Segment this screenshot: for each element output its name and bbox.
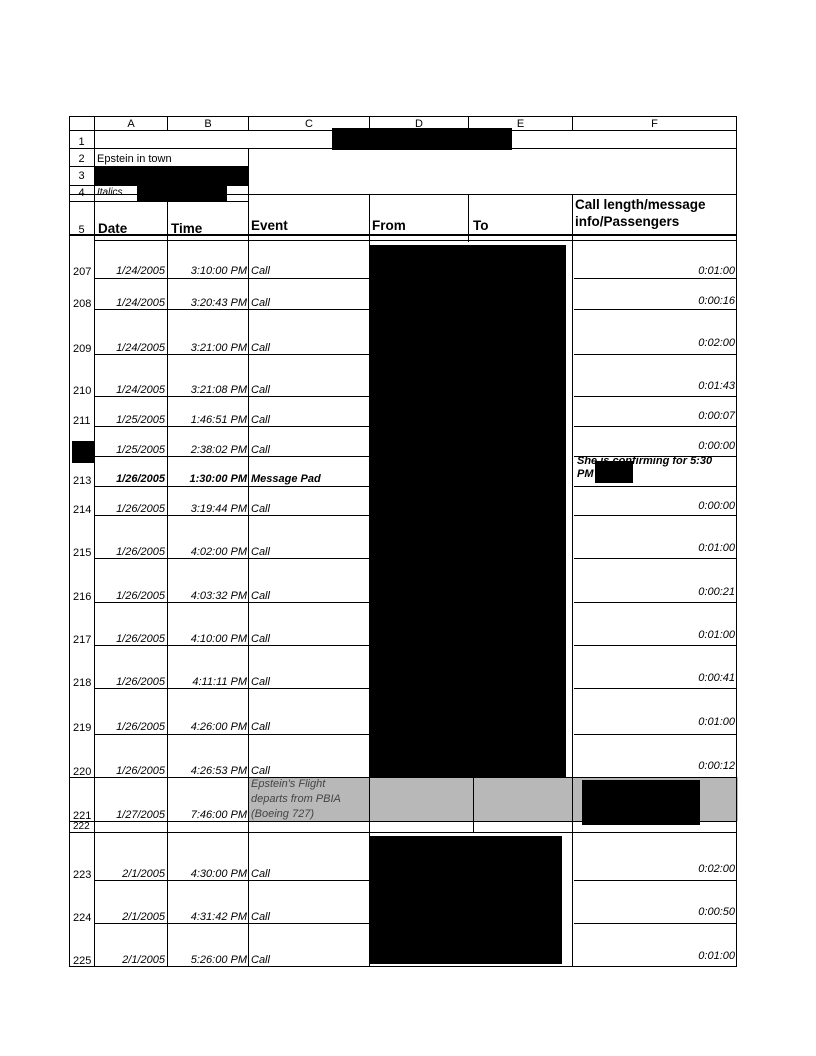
cell-info-line2[interactable]: PM xyxy=(577,468,594,480)
cell-event[interactable]: Call xyxy=(251,868,270,880)
cell-time[interactable]: 4:11:11 PM xyxy=(192,676,247,688)
cell-info[interactable]: 0:00:00 xyxy=(698,500,735,512)
header-date: Date xyxy=(98,221,128,236)
header-info-line1: Call length/message xyxy=(575,197,706,212)
row-number[interactable]: 211 xyxy=(73,415,91,427)
cell-info[interactable]: 0:00:41 xyxy=(698,672,735,684)
cell-time[interactable]: 3:21:08 PM xyxy=(190,384,247,396)
cell-time[interactable]: 4:26:00 PM xyxy=(190,721,247,733)
cell-info[interactable]: 0:02:00 xyxy=(698,863,735,875)
cell-date[interactable]: 1/26/2005 xyxy=(116,590,165,602)
row-number[interactable]: 224 xyxy=(73,912,92,924)
cell-event[interactable]: Call xyxy=(251,414,270,426)
redaction-rownum-212 xyxy=(72,441,94,463)
cell-time[interactable]: 2:38:02 PM xyxy=(190,444,247,456)
cell-date[interactable]: 1/27/2005 xyxy=(116,809,165,821)
cell-event[interactable]: Call xyxy=(251,444,270,456)
row-number[interactable]: 213 xyxy=(73,475,92,487)
row-number[interactable]: 2 xyxy=(78,153,85,165)
cell-time[interactable]: 3:10:00 PM xyxy=(190,265,247,277)
cell-event[interactable]: Message Pad xyxy=(251,473,321,485)
row-number[interactable]: 4 xyxy=(78,187,85,199)
redaction-from-to-block xyxy=(370,245,566,777)
cell-info[interactable]: 0:00:16 xyxy=(698,295,735,307)
cell-info[interactable]: 0:00:00 xyxy=(698,440,735,452)
cell-event[interactable]: Call xyxy=(251,633,270,645)
cell-date[interactable]: 1/26/2005 xyxy=(116,503,165,515)
cell-date[interactable]: 1/25/2005 xyxy=(116,444,165,456)
row-number[interactable]: 223 xyxy=(73,869,92,881)
cell-event[interactable]: Call xyxy=(251,265,270,277)
cell-event[interactable]: Call xyxy=(251,721,270,733)
cell-date[interactable]: 1/26/2005 xyxy=(116,633,165,645)
cell-info[interactable]: 0:02:00 xyxy=(698,337,735,349)
cell-event-line2[interactable]: departs from PBIA xyxy=(251,793,341,805)
cell-event[interactable]: Call xyxy=(251,546,270,558)
cell-info[interactable]: 0:00:21 xyxy=(698,586,735,598)
cell-time[interactable]: 4:02:00 PM xyxy=(190,546,247,558)
cell-event[interactable]: Call xyxy=(251,676,270,688)
legend-italics: Italics xyxy=(97,187,123,198)
legend-epstein-in-town: Epstein in town xyxy=(97,153,172,165)
row-number[interactable]: 220 xyxy=(73,766,92,778)
cell-event[interactable]: Call xyxy=(251,342,270,354)
redaction-from-to-block-2 xyxy=(370,836,562,964)
cell-date[interactable]: 1/25/2005 xyxy=(116,414,165,426)
cell-event[interactable]: Call xyxy=(251,911,270,923)
column-header-b[interactable]: B xyxy=(204,118,212,130)
cell-info[interactable]: 0:01:00 xyxy=(698,629,735,641)
cell-date[interactable]: 1/26/2005 xyxy=(116,721,165,733)
cell-time[interactable]: 3:20:43 PM xyxy=(190,297,247,309)
cell-time[interactable]: 5:26:00 PM xyxy=(190,954,247,966)
cell-time[interactable]: 4:26:53 PM xyxy=(190,765,247,777)
cell-time[interactable]: 4:30:00 PM xyxy=(190,868,247,880)
row-number[interactable]: 214 xyxy=(73,504,92,516)
header-info-line2: info/Passengers xyxy=(575,214,680,229)
cell-date[interactable]: 1/24/2005 xyxy=(116,297,165,309)
cell-event-line3[interactable]: (Boeing 727) xyxy=(251,808,314,820)
header-to: To xyxy=(473,218,489,233)
row-number[interactable]: 216 xyxy=(73,591,92,603)
redaction-passengers xyxy=(582,780,700,825)
cell-event[interactable]: Call xyxy=(251,297,270,309)
header-event: Event xyxy=(251,218,288,233)
row-number[interactable]: 5 xyxy=(78,224,85,236)
column-header-d[interactable]: D xyxy=(415,118,423,130)
row-number[interactable]: 215 xyxy=(73,547,92,559)
row-number[interactable]: 3 xyxy=(78,170,85,182)
cell-time[interactable]: 7:46:00 PM xyxy=(190,809,247,821)
redaction-row3 xyxy=(95,167,248,185)
cell-info[interactable]: 0:01:43 xyxy=(698,380,735,392)
row-number[interactable]: 219 xyxy=(73,722,92,734)
cell-info[interactable]: 0:01:00 xyxy=(698,716,735,728)
cell-event-line1[interactable]: Epstein's Flight xyxy=(251,778,326,790)
redaction-row1 xyxy=(332,128,512,150)
cell-date[interactable]: 1/24/2005 xyxy=(116,342,165,354)
header-from: From xyxy=(372,218,406,233)
row-number[interactable]: 210 xyxy=(73,385,92,397)
cell-time[interactable]: 1:46:51 PM xyxy=(190,414,247,426)
cell-date[interactable]: 1/26/2005 xyxy=(116,676,165,688)
cell-event[interactable]: Call xyxy=(251,590,270,602)
column-header-e[interactable]: E xyxy=(516,118,525,130)
row-number[interactable]: 209 xyxy=(73,343,92,355)
row-number[interactable]: 218 xyxy=(73,677,92,689)
row-number[interactable]: 217 xyxy=(73,634,92,646)
column-header-c[interactable]: C xyxy=(305,118,313,130)
cell-date[interactable]: 1/26/2005 xyxy=(116,765,165,777)
cell-date[interactable]: 2/1/2005 xyxy=(122,868,165,880)
cell-time[interactable]: 4:10:00 PM xyxy=(190,633,247,645)
cell-date[interactable]: 1/26/2005 xyxy=(116,546,165,558)
row-number[interactable]: 1 xyxy=(78,136,85,148)
cell-date[interactable]: 1/24/2005 xyxy=(116,384,165,396)
cell-info[interactable]: 0:01:00 xyxy=(698,950,735,962)
cell-info[interactable]: 0:00:07 xyxy=(698,410,735,422)
cell-info-line1[interactable]: She is confirming for 5:30 xyxy=(577,455,713,467)
cell-date[interactable]: 2/1/2005 xyxy=(122,911,165,923)
cell-info[interactable]: 0:01:00 xyxy=(698,542,735,554)
cell-info[interactable]: 0:00:12 xyxy=(698,760,735,772)
cell-time[interactable]: 1:30:00 PM xyxy=(189,473,247,485)
cell-date[interactable]: 2/1/2005 xyxy=(122,954,165,966)
cell-info[interactable]: 0:01:00 xyxy=(698,265,735,277)
column-header-a[interactable]: A xyxy=(127,118,135,130)
column-header-f[interactable]: F xyxy=(651,118,658,130)
cell-info[interactable]: 0:00:50 xyxy=(698,906,735,918)
header-time: Time xyxy=(171,221,203,236)
cell-date[interactable]: 1/24/2005 xyxy=(116,265,165,277)
cell-event[interactable]: Call xyxy=(251,765,270,777)
cell-event[interactable]: Call xyxy=(251,503,270,515)
cell-time[interactable]: 3:19:44 PM xyxy=(190,503,247,515)
cell-event[interactable]: Call xyxy=(251,384,270,396)
cell-event[interactable]: Call xyxy=(251,954,270,966)
row-number[interactable]: 208 xyxy=(73,298,92,310)
row-number[interactable]: 221 xyxy=(73,810,92,822)
row-number[interactable]: 225 xyxy=(73,955,92,967)
cell-time[interactable]: 3:21:00 PM xyxy=(190,342,247,354)
row-number[interactable]: 207 xyxy=(73,266,92,278)
cell-date[interactable]: 1/26/2005 xyxy=(116,473,165,485)
cell-time[interactable]: 4:31:42 PM xyxy=(190,911,247,923)
row-number[interactable]: 222 xyxy=(73,821,90,832)
cell-time[interactable]: 4:03:32 PM xyxy=(190,590,247,602)
